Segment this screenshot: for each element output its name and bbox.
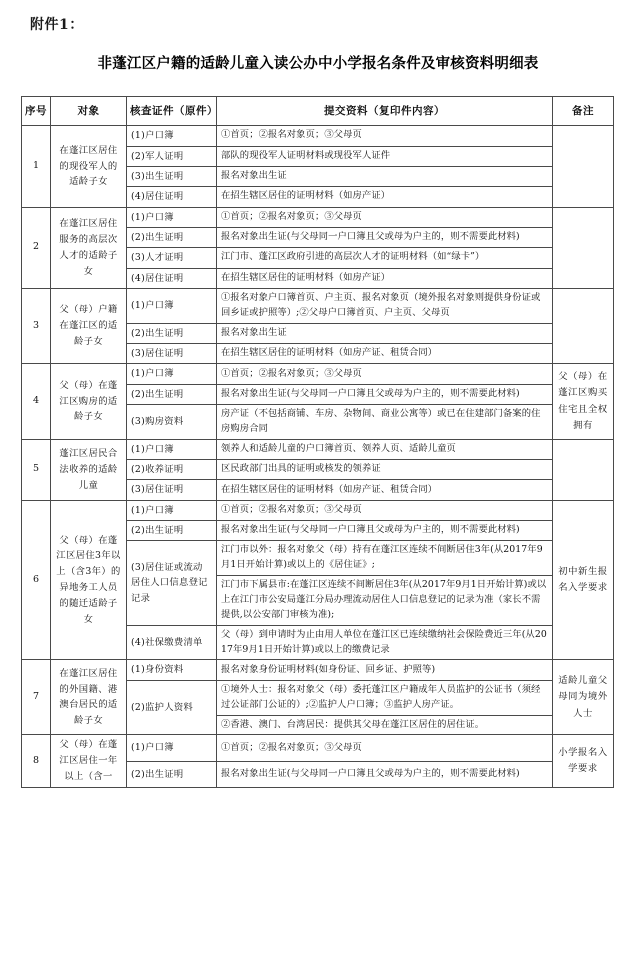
table-row [22,288,614,323]
attachment-label: 附件1： [30,17,84,33]
column-header-seq: 序号 [22,97,51,126]
cell-document: (2)出生证明 [127,521,217,541]
cell-submit-materials: ①首页；②报名对象页；③父母页 [217,207,553,227]
cell-document: (4)居住证明 [127,268,217,288]
cell-object: 在蓬江区居住的现役军人的适龄子女 [51,126,127,207]
cell-submit-materials: ②香港、澳门、台湾居民：提供其父母在蓬江区居住的居住证。 [217,715,553,735]
cell-submit-materials: 报名对象出生证(与父母同一户口簿且父或母为户主的，则不需要此材料) [217,384,553,404]
cell-seq: 4 [22,364,51,439]
cell-document: (1)户口簿 [127,439,217,459]
cell-document: (2)收养证明 [127,460,217,480]
cell-document: (1)户口簿 [127,735,217,761]
cell-submit-materials: 在招生辖区居住的证明材料（如房产证、租赁合同） [217,343,553,363]
cell-object: 父（母）在蓬江区购房的适龄子女 [51,364,127,439]
cell-submit-materials: ①首页；②报名对象页；③父母页 [217,126,553,146]
cell-remark: 初中新生报名入学要求 [553,500,614,660]
cell-object: 父（母）户籍在蓬江区的适龄子女 [51,288,127,363]
cell-seq: 2 [22,207,51,288]
enrollment-requirements-table [21,96,614,788]
cell-remark [553,207,614,288]
cell-document: (1)户口簿 [127,288,217,323]
cell-remark: 父（母）在蓬江区购买住宅且全权拥有 [553,364,614,439]
table-body [22,126,614,788]
cell-object: 蓬江区居民合法收养的适龄儿童 [51,439,127,500]
cell-document: (3)人才证明 [127,248,217,268]
cell-document: (3)出生证明 [127,166,217,186]
cell-submit-materials: 部队的现役军人证明材料或现役军人证件 [217,146,553,166]
cell-document: (2)出生证明 [127,323,217,343]
cell-submit-materials: 报名对象出生证(与父母同一户口簿且父或母为户主的，则不需要此材料) [217,521,553,541]
cell-seq: 5 [22,439,51,500]
cell-document: (2)军人证明 [127,146,217,166]
table-row [22,500,614,520]
table-row [22,207,614,227]
cell-document: (2)出生证明 [127,384,217,404]
cell-document: (3)居住证明 [127,480,217,500]
cell-document: (3)居住证明 [127,343,217,363]
cell-seq: 6 [22,500,51,660]
cell-submit-materials: 江门市下属县市:在蓬江区连续不间断居住3年(从2017年9月1日开始计算)或以上在江门市公安局蓬江分局办理流动居住人口信息登记的记录为准（家长不需提供,以公安部门审核为准); [217,576,553,626]
cell-document: (2)出生证明 [127,761,217,787]
table-row [22,439,614,459]
cell-submit-materials: 江门市以外：报名对象父（母）持有在蓬江区连续不间断居住3年(从2017年9月1日开始计算)或以上的《居住证》; [217,541,553,576]
column-header-submit: 提交资料（复印件内容） [217,97,553,126]
cell-document: (2)监护人资料 [127,680,217,735]
cell-document: (1)户口簿 [127,364,217,384]
cell-submit-materials: 报名对象出生证(与父母同一户口簿且父或母为户主的，则不需要此材料) [217,761,553,787]
cell-document: (2)出生证明 [127,227,217,247]
table-row [22,364,614,384]
cell-submit-materials: 在招生辖区居住的证明材料（如房产证、租赁合同） [217,480,553,500]
cell-document: (1)户口簿 [127,500,217,520]
cell-object: 父（母）在蓬江区居住3年以上（含3年）的异地务工人员的随迁适龄子女 [51,500,127,660]
cell-submit-materials: 在招生辖区居住的证明材料（如房产证） [217,187,553,207]
cell-seq: 7 [22,660,51,735]
cell-submit-materials: ①境外人士：报名对象父（母）委托蓬江区户籍成年人员监护的公证书（须经过公证部门公证的）;②监护人户口簿；③监护人房产证。 [217,680,553,715]
cell-document: (3)居住证或流动居住人口信息登记记录 [127,541,217,625]
table-row [22,660,614,680]
table-row [22,735,614,761]
cell-submit-materials: 报名对象出生证(与父母同一户口簿且父或母为户主的，则不需要此材料) [217,227,553,247]
cell-submit-materials: 房产证（不包括商铺、车房、杂物间、商业公寓等）或已在住建部门备案的住房购房合同 [217,404,553,439]
cell-submit-materials: 江门市、蓬江区政府引进的高层次人才的证明材料（如“绿卡”） [217,248,553,268]
cell-submit-materials: 领养人和适龄儿童的户口簿首页、领养人页、适龄儿童页 [217,439,553,459]
cell-submit-materials: ①首页；②报名对象页；③父母页 [217,500,553,520]
cell-remark [553,288,614,363]
column-header-remark: 备注 [553,97,614,126]
column-header-object: 对象 [51,97,127,126]
cell-document: (4)社保缴费清单 [127,625,217,660]
cell-document: (3)购房资料 [127,404,217,439]
cell-submit-materials: 区民政部门出具的证明或核发的领养证 [217,460,553,480]
cell-seq: 8 [22,735,51,787]
cell-document: (1)户口簿 [127,207,217,227]
cell-submit-materials: 报名对象出生证 [217,323,553,343]
cell-submit-materials: 在招生辖区居住的证明材料（如房产证） [217,268,553,288]
cell-object: 父（母）在蓬江区居住一年以上（含一 [51,735,127,787]
cell-document: (1)户口簿 [127,126,217,146]
cell-submit-materials: ①报名对象户口簿首页、户主页、报名对象页（境外报名对象则提供身份证或回乡证或护照等）;②父母户口簿首页、户主页、父母页 [217,288,553,323]
page-title: 非蓬江区户籍的适龄儿童入读公办中小学报名条件及审核资料明细表 [97,55,539,72]
table-row [22,126,614,146]
cell-submit-materials: ①首页；②报名对象页；③父母页 [217,364,553,384]
cell-document: (4)居住证明 [127,187,217,207]
table-header-row [22,97,614,126]
cell-remark: 小学报名入学要求 [553,735,614,787]
cell-remark [553,439,614,500]
table-header [22,97,614,126]
cell-submit-materials: 报名对象出生证 [217,166,553,186]
cell-object: 在蓬江区居住的外国籍、港澳台居民的适龄子女 [51,660,127,735]
cell-document: (1)身份资料 [127,660,217,680]
cell-submit-materials: 报名对象身份证明材料(如身份证、回乡证、护照等) [217,660,553,680]
cell-remark [553,126,614,207]
cell-seq: 1 [22,126,51,207]
cell-seq: 3 [22,288,51,363]
cell-remark: 适龄儿童父母同为境外人士 [553,660,614,735]
cell-submit-materials: 父（母）到申请时为止由用人单位在蓬江区已连续缴纳社会保险费近三年(从2017年9月1日开始计算)或以上的缴费记录 [217,625,553,660]
cell-object: 在蓬江区居住服务的高层次人才的适龄子女 [51,207,127,288]
cell-submit-materials: ①首页；②报名对象页；③父母页 [217,735,553,761]
column-header-documents: 核查证件（原件） [127,97,217,126]
